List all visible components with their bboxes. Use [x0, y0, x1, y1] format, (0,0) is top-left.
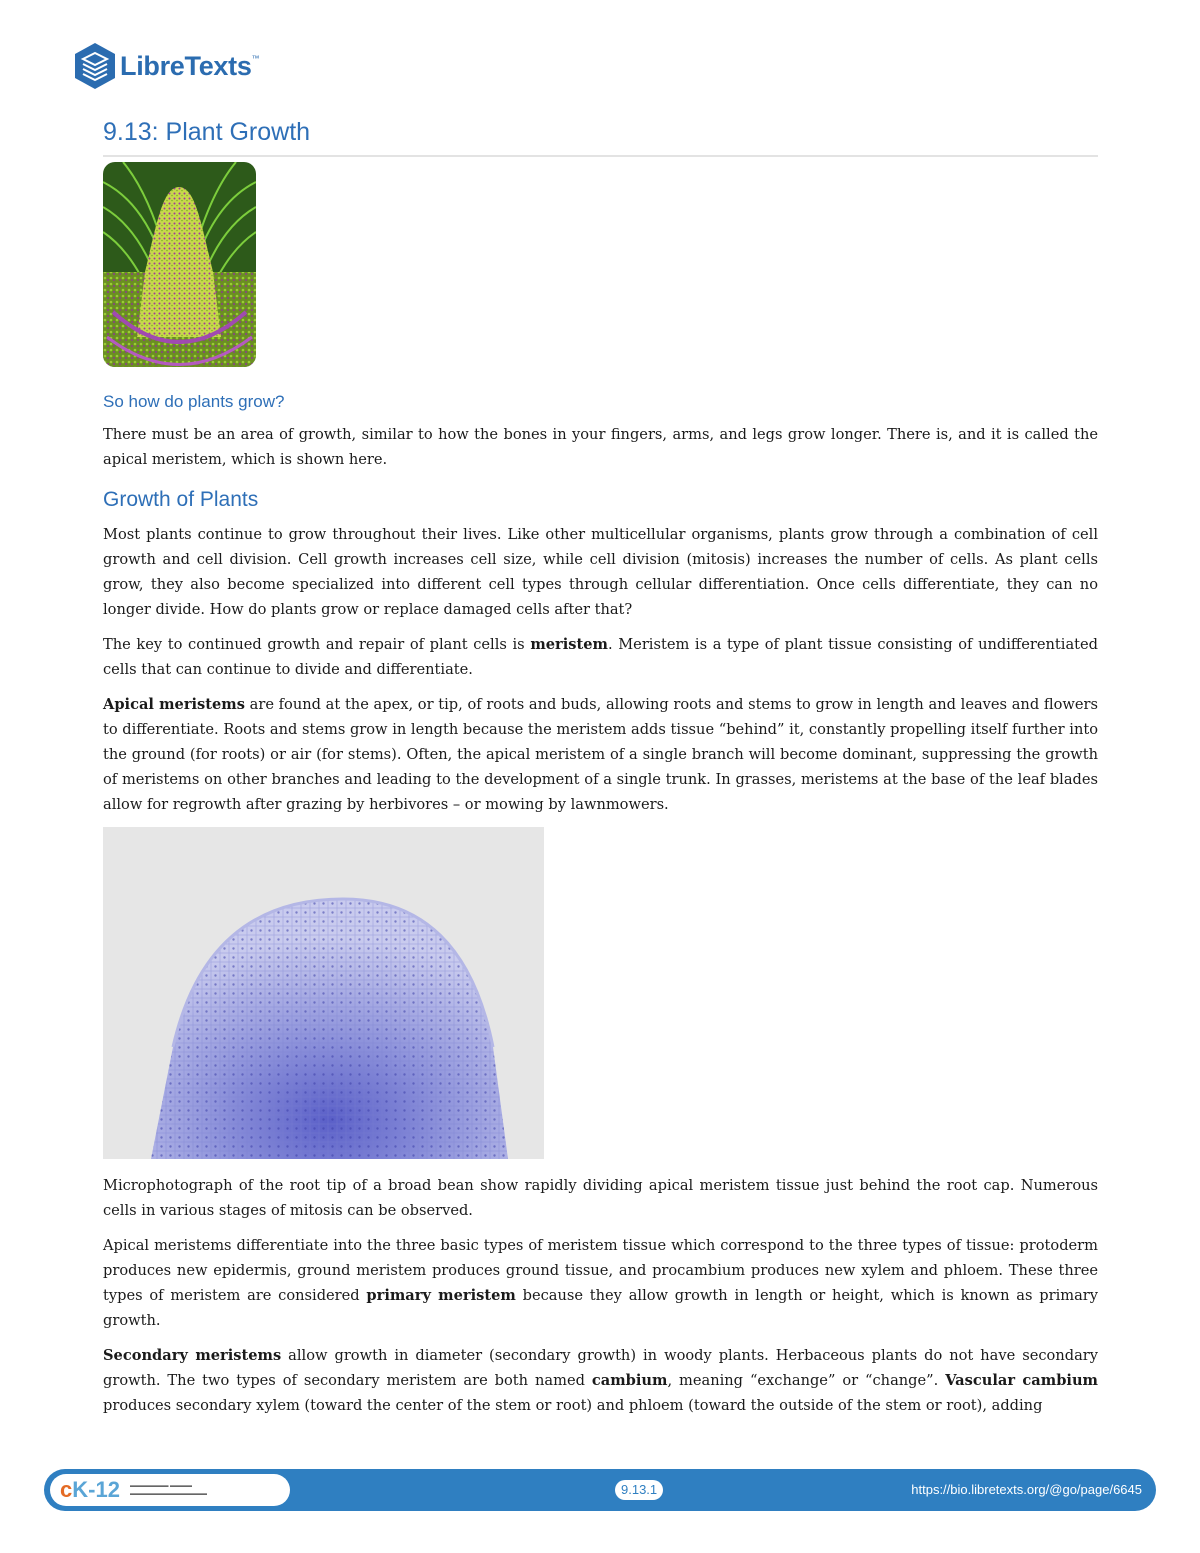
libretexts-logo[interactable]: [72, 40, 260, 92]
ck12-fineprint: ▬▬▬▬▬▬▬ ▬▬▬▬ ▬▬▬▬▬▬▬▬▬▬▬▬▬▬: [129, 1483, 207, 1497]
brand-name: LibreTexts: [120, 50, 252, 81]
apical-meristem-image: [103, 162, 256, 367]
intro-paragraph: There must be an area of growth, similar to how the bones in your fingers, arms, and legs grow longer. There is, and it is called the apical meristem, which is shown here.: [103, 426, 1098, 468]
paragraph-4: Apical meristems differentiate into the three basic types of meristem tissue which correspond to the three types of tissue: protoderm produces new epidermis, ground meristem produces ground tissue, and procambium produces new xylem and phloem. These three types of meristem are considered primary meristem because they allow growth in length or height, which is known as primary growth.: [103, 1237, 1098, 1329]
term-vascular-cambium: Vascular cambium: [945, 1372, 1098, 1389]
page-title: 9.13: Plant Growth: [103, 118, 311, 146]
libretexts-stack-icon: [72, 41, 118, 91]
page-footer: [44, 1469, 1156, 1511]
paragraph-1: Most plants continue to grow throughout their lives. Like other multicellular organisms, plants grow through a combination of cell growth and cell division. Cell growth increases cell size, while cell division (mitosis) increases the number of cells. As plant cells grow, they also become specialized into different cell types through cellular differentiation. Once cells differentiate, they can no longer divide. How do plants grow or replace damaged cells after that?: [103, 526, 1098, 618]
ck12-badge[interactable]: [50, 1474, 290, 1506]
trademark: ™: [251, 54, 260, 63]
term-secondary-meristems: Secondary meristems: [103, 1347, 282, 1364]
paragraph-3: Apical meristems are found at the apex, or tip, of roots and buds, allowing roots and stems to grow in length and leaves and flowers to differentiate. Roots and stems grow in length because the meristem adds tissue “behind” it, constantly propelling itself further into the ground (for roots) or air (for stems). Often, the apical meristem of a single branch will become dominant, suppressing the growth of meristems on other branches and leading to the development of a single trunk. In grasses, meristems at the base of the leaf blades allow for regrowth after grazing by herbivores – or mowing by lawnmowers.: [103, 696, 1098, 813]
term-cambium: cambium: [591, 1372, 668, 1389]
root-tip-microphotograph: [103, 827, 544, 1159]
paragraph-2: The key to continued growth and repair of plant cells is meristem. Meristem is a type of plant tissue consisting of undifferentiated cells that can continue to divide and differentiate.: [103, 636, 1098, 678]
term-primary-meristem: primary meristem: [366, 1287, 516, 1304]
term-meristem: meristem: [530, 636, 608, 653]
term-apical-meristems: Apical meristems: [103, 696, 245, 713]
paragraph-5: Secondary meristems allow growth in diameter (secondary growth) in woody plants. Herbaceous plants do not have secondary growth. The two types of secondary meristem are both named cambium, meaning “exchange” or “change”. Vascular cambium produces secondary xylem (toward the center of the stem or root) and phloem (toward the outside of the stem or root), adding: [103, 1347, 1098, 1414]
page-number: 9.13.1: [615, 1480, 663, 1500]
article-body: [103, 390, 1098, 1428]
ck12-logo: cK-12: [60, 1477, 120, 1502]
intro-heading: So how do plants grow?: [103, 392, 285, 411]
page-url-link[interactable]: https://bio.libretexts.org/@go/page/6645: [911, 1482, 1142, 1497]
title-divider: [103, 155, 1098, 157]
image-caption: Microphotograph of the root tip of a broad bean show rapidly dividing apical meristem tissue just behind the root cap. Numerous cells in various stages of mitosis can be observed.: [103, 1177, 1098, 1219]
section-heading: Growth of Plants: [103, 488, 259, 511]
